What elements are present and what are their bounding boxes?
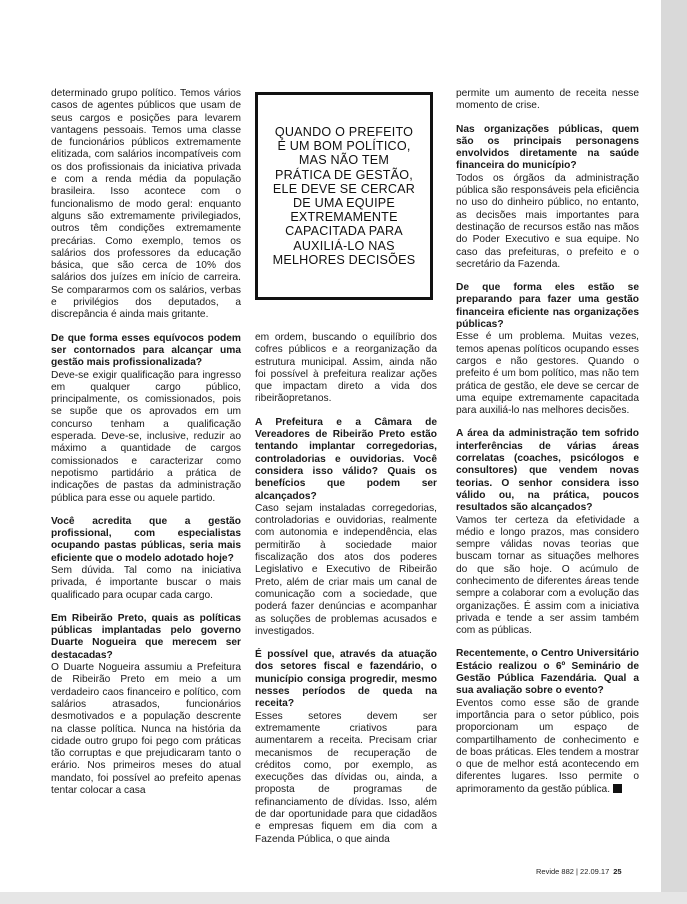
answer: Deve-se exigir qualificação para ingresso em qualquer cargo público, principalmente, os comissionados, pois se supõe que os aprovados em um concurso tenham a qualificação esperada. Deve-se, inclusive, reduzir ao máximo a quantidade de cargos comissionados e caracterizar como nepotismo partidário a prática de indicações de pastas da administração pública para esse ou aquele partido. xyxy=(51,369,241,504)
answer: Sem dúvida. Tal como na iniciativa privada, é importante buscar o mais qualificado para ocupar cada cargo. xyxy=(51,564,241,601)
answer: Esses setores devem ser extremamente criativos para aumentarem a receita. Precisam criar mecanismos de recuperação de créditos como, por exemplo, as execuções das dívidas ou, ainda, a proposta de programas de refinanciamento de dívidas. Isso, além de dar oportunidade para que cidadãos e empresas fiquem em dia com a Fazenda Pública, o que ainda xyxy=(255,710,437,845)
answer: O Duarte Nogueira assumiu a Prefeitura de Ribeirão Preto em meio a um verdadeiro caos financeiro e político, com salários atrasados, funcionários desmotivados e a população descrente na classe política. Nunca na história da cidade outro grupo foi pego com práticas tão corruptas e que prejudicaram tanto o erário. Nos primeiros meses do atual mandato, foi possível ao prefeito apenas tentar colocar a casa xyxy=(51,662,241,797)
question: Nas organizações públicas, quem são os principais personagens envolvidos diretamente na saúde financeira do município? xyxy=(456,123,639,172)
magazine-issue-date: Revide 882 | 22.09.17 xyxy=(536,867,610,876)
question: É possível que, através da atuação dos setores fiscal e fazendário, o município consiga progredir, mesmo nesses períodos de queda na receita? xyxy=(255,649,437,710)
question: De que forma eles estão se preparando para fazer uma gestão financeira eficiente nas organizações públicas? xyxy=(456,282,639,331)
question: Em Ribeirão Preto, quais as políticas públicas implantadas pelo governo Duarte Nogueira que merecem ser destacadas? xyxy=(51,612,241,661)
paragraph: em ordem, buscando o equilíbrio dos cofres públicos e a reorganização da estrutura municipal. Assim, ainda não foi possível à prefeitura realizar ações que impactam direto a vida dos ribeirãopretanos. xyxy=(255,332,437,405)
paragraph: determinado grupo político. Temos vários casos de agentes públicos que usam de seus cargos e posições para levarem vantagens pessoais. Temos uma classe de funcionários públicos extremamente elitizada, com salários incompatíveis com os dos profissionais da iniciativa privada e com a renda média da população brasileira. Isso acontece com o funcionalismo de modo geral: enquanto alguns são extremamente privilegiados, outros têm condições extremamente precárias. Como exemplo, temos os salários dos professores da educação básica, que são cerca de 10% dos salários dos juízes em início de carreira. Se compararmos com os salários, verbas e privilégios dos deputados, a discrepância é ainda mais gritante. xyxy=(51,88,241,321)
question: Você acredita que a gestão profissional, com especialistas ocupando pastas públicas, seria mais eficiente que o modelo adotado hoje? xyxy=(51,515,241,564)
question: A área da administração tem sofrido interferências de várias áreas correlatas (coaches, psicólogos e consultores) que vendem novas teorias. O senhor considera isso válido ou, na prática, poucos resultados são alcançados? xyxy=(456,428,639,514)
question: A Prefeitura e a Câmara de Vereadores de Ribeirão Preto estão tentando implantar corregedorias, controladorias e ouvidorias. Você considera isso válido? Quais os benefícios que podem ser alcançados? xyxy=(255,416,437,502)
column-1 xyxy=(51,88,241,808)
column-2 xyxy=(255,332,437,857)
paragraph: permite um aumento de receita nesse momento de crise. xyxy=(456,88,639,112)
answer: Todos os órgãos da administração pública são responsáveis pela eficiência no uso do dinheiro público, no entanto, as decisões mais importantes para destinação de recursos estão nas mãos do Poder Executivo e sua equipe. No caso das prefeituras, o prefeito e o secretário da Fazenda. xyxy=(456,172,639,270)
end-mark-icon xyxy=(613,784,622,793)
answer-text: Eventos como esse são de grande importância para o setor público, pois proporcionam um espaço de compartilhamento de conhecimento e de boas práticas. Eles tendem a mostrar o que de melhor está acontecendo em diferentes lugares. Isso permite o aprimoramento da gestão pública. xyxy=(456,697,639,795)
page-footer xyxy=(536,867,622,876)
pull-quote: QUANDO O PREFEITO É UM BOM POLÍTICO, MAS NÃO TEM PRÁTICA DE GESTÃO, ELE DEVE SE CERCAR DE UMA EQUIPE EXTREMAMENTE CAPACITADA PARA AUXILIÁ-LO NAS MELHORES DECISÕES xyxy=(272,124,416,267)
answer: Vamos ter certeza da efetividade a médio e longo prazos, mas considero sempre válidas novas teorias que buscam tornar as situações melhores do que são hoje. O acúmulo de conhecimento de diferentes áreas tende sempre a colaborar com a evolução das organizações. É assim com a iniciativa privada e tende a ser assim também com as públicas. xyxy=(456,514,639,637)
page-edge-bar xyxy=(661,0,687,904)
answer: Caso sejam instaladas corregedorias, controladorias e ouvidorias, realmente com autonomia e independência, elas permitirão à sociedade maior fiscalização dos atos dos poderes Legislativo e Executivo de Ribeirão Preto, além de criar mais um canal de comunicação com a sociedade, que poderá fazer denúncias e acompanhar as soluções de problemas acusados e investigados. xyxy=(255,502,437,637)
question: De que forma esses equívocos podem ser contornados para alcançar uma gestão mais profissionalizada? xyxy=(51,332,241,369)
bottom-strip xyxy=(0,892,687,904)
question: Recentemente, o Centro Universitário Estácio realizou o 6º Seminário de Gestão Pública Fazendária. Qual a sua avaliação sobre o evento? xyxy=(456,648,639,697)
answer xyxy=(456,698,639,796)
answer: Esse é um problema. Muitas vezes, temos apenas políticos ocupando esses cargos e não gestores. Quando o prefeito é um bom político, mas não tem prática de gestão, ele deve se cercar de uma equipe extremamente capacitada para auxiliá-lo nas melhores decisões. xyxy=(456,331,639,417)
pull-quote-box xyxy=(255,92,433,300)
page-number: 25 xyxy=(613,867,622,876)
column-3 xyxy=(456,88,639,796)
